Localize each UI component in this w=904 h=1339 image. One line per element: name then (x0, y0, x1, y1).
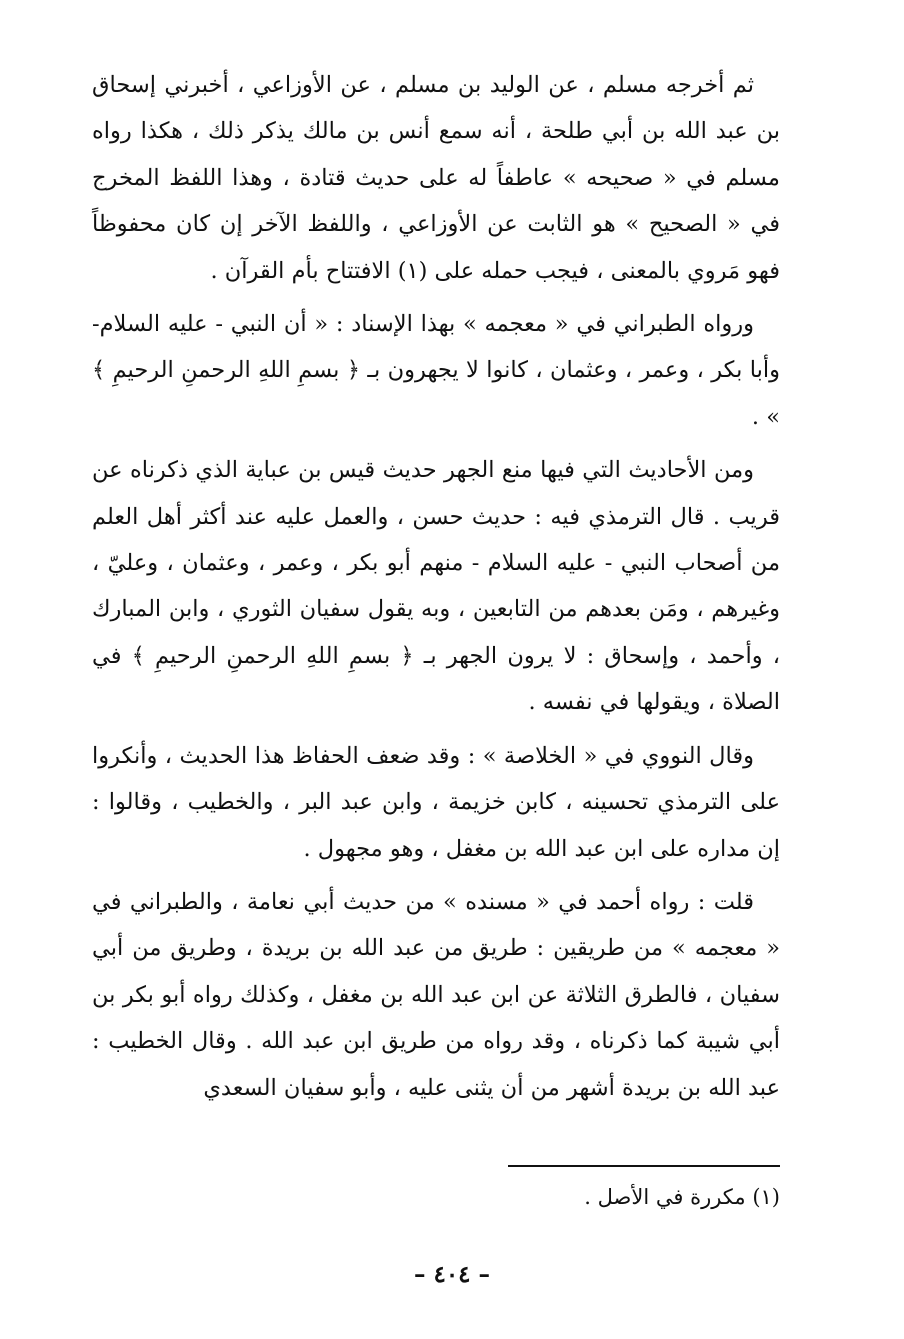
footnote: (١) مكررة في الأصل . (584, 1185, 780, 1209)
paragraph-3: ومن الأحاديث التي فيها منع الجهر حديث قيس بن عباية الذي ذكرناه عن قريب . قال الترمذي فيه : حديث حسن ، والعمل عليه عند أكثر أهل العلم من أصحاب النبي - عليه السلام - منهم أبو بكر ، وعمر ، وعثمان ، وعليّ ، وغيرهم ، ومَن بعدهم من التابعين ، وبه يقول سفيان الثوري ، وابن المبارك ، وأحمد ، وإسحاق : لا يرون الجهر بـ ﴿ بسمِ اللهِ الرحمنِ الرحيمِ ﴾ في الصلاة ، ويقولها في نفسه . (92, 457, 780, 716)
page-number: – ٤٠٤ – (413, 1261, 491, 1288)
footnote-divider (508, 1165, 780, 1167)
paragraph-4: وقال النووي في « الخلاصة » : وقد ضعف الحفاظ هذا الحديث ، وأنكروا على الترمذي تحسينه ، كابن خزيمة ، وابن عبد البر ، والخطيب ، وقالوا : إن مداره على ابن عبد الله بن مغفل ، وهو مجهول . (92, 742, 780, 862)
paragraph-1: ثم أخرجه مسلم ، عن الوليد بن مسلم ، عن الأوزاعي ، أخبرني إسحاق بن عبد الله بن أبي طلحة ، أنه سمع أنس بن مالك يذكر ذلك ، هكذا رواه مسلم في « صحيحه » عاطفاً له على حديث قتادة ، وهذا اللفظ المخرج في « الصحيح » هو الثابت عن الأوزاعي ، واللفظ الآخر إن كان محفوظاً فهو مَروي بالمعنى ، فيجب حمله على (١) الافتتاح بأم القرآن . (92, 72, 780, 284)
paragraph-5: قلت : رواه أحمد في « مسنده » من حديث أبي نعامة ، والطبراني في « معجمه » من طريقين : طريق من عبد الله بن بريدة ، وطريق من أبي سفيان ، فالطرق الثلاثة عن ابن عبد الله بن مغفل ، وكذلك رواه أبو بكر بن أبي شيبة كما ذكرناه ، وقد رواه من طريق ابن عبد الله . وقال الخطيب : عبد الله بن بريدة أشهر من أن يثنى عليه ، وأبو سفيان السعدي (92, 888, 780, 1101)
page-body (92, 62, 780, 1118)
paragraph-2: ورواه الطبراني في « معجمه » بهذا الإسناد : « أن النبي - عليه السلام- وأبا بكر ، وعمر ، وعثمان ، كانوا لا يجهرون بـ ﴿ بسمِ اللهِ الرحمنِ الرحيمِ ﴾ » . (92, 311, 780, 430)
